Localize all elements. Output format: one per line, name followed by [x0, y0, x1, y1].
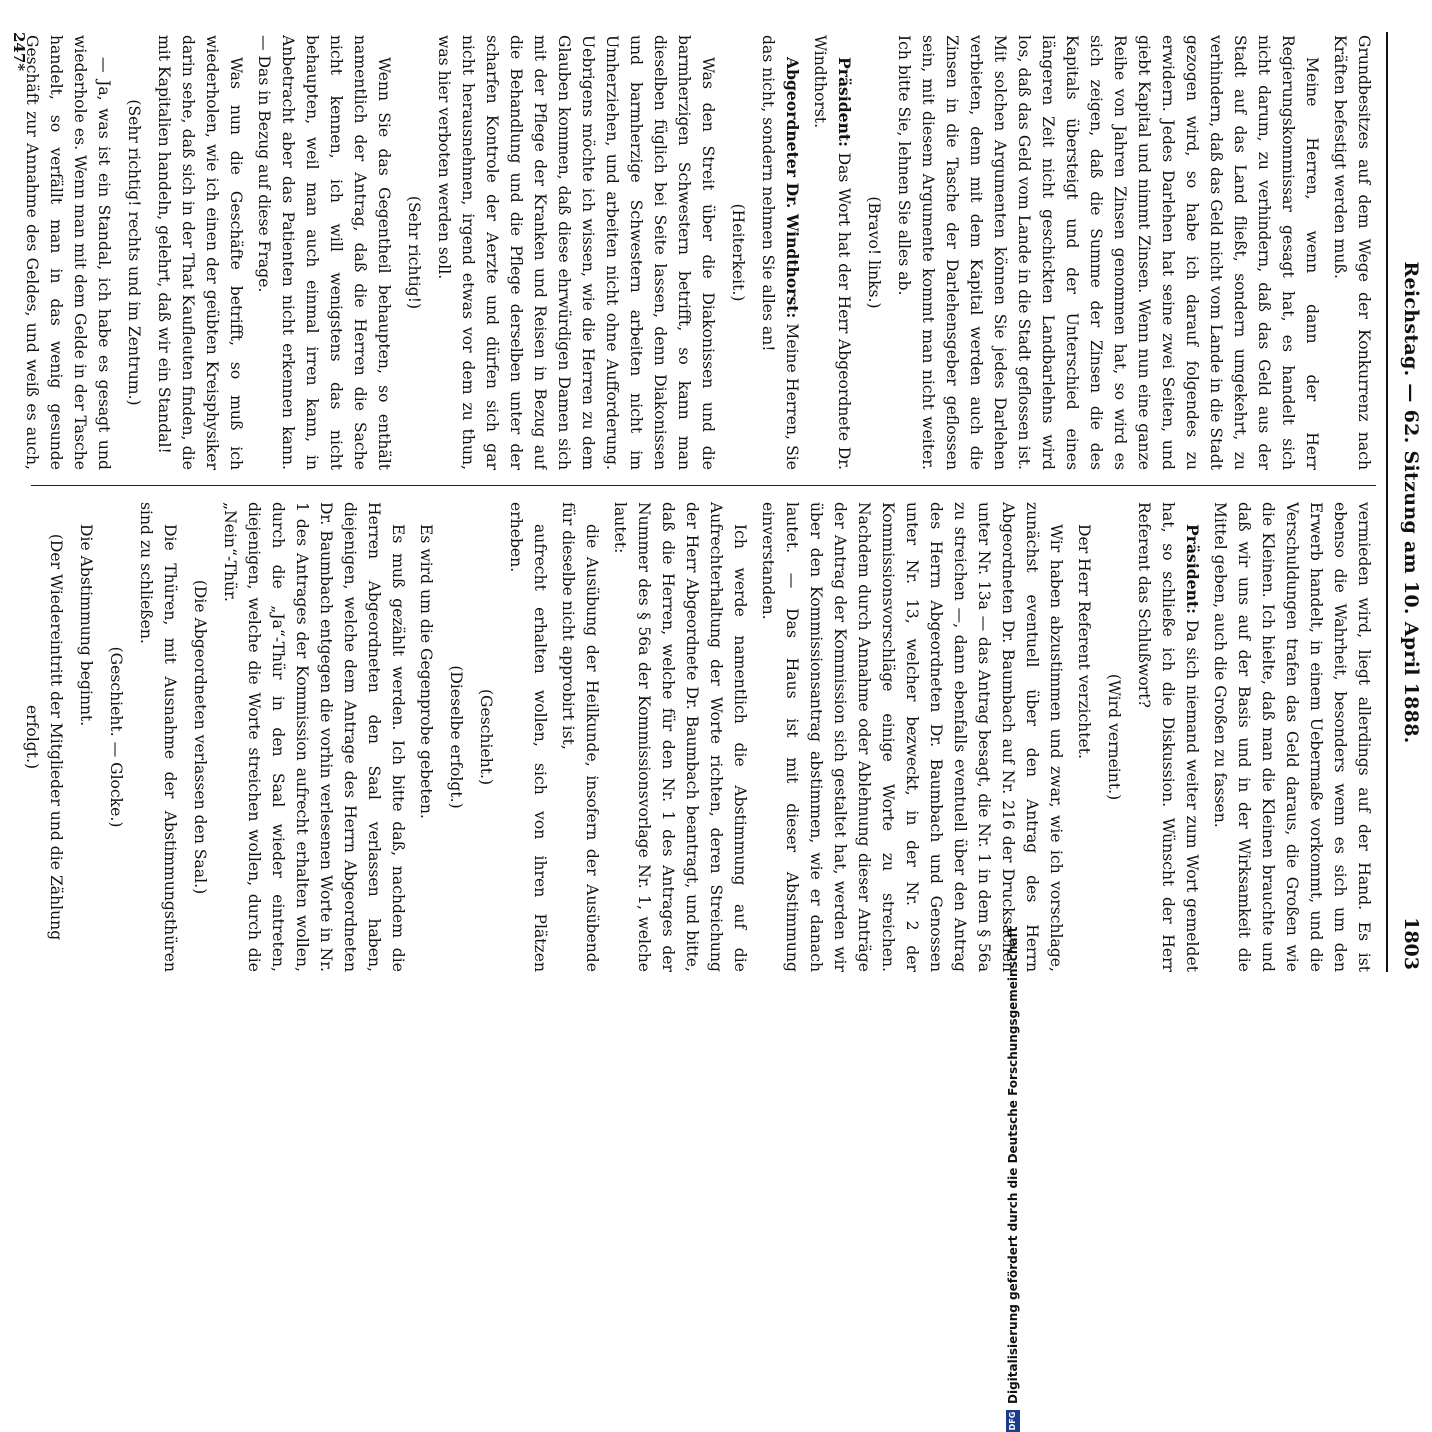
- speech-paragraph: [756, 35, 804, 470]
- page-number: 1803: [1400, 917, 1422, 970]
- footer-text: Digitalisierung gefördert durch die Deutsche Forschungsgemeinschaft: [1006, 926, 1020, 1404]
- column-separator: [31, 485, 1376, 486]
- stage-direction: (Wird verneint.): [1105, 673, 1123, 801]
- speech-paragraph: [808, 35, 856, 470]
- body-paragraph: Meine Herren, wenn dann der Herr Regierungskommissar gesagt hat, es handelt sich nicht darum, zu verhindern, daß das Geld aus der Stadt auf das Land fließt, sondern umgekehrt, zu verhindern, daß das Geld nicht vom Lande in die Stadt gezogen wird, so habe ich darauf folgendes zu erwidern. Jedes Darlehen hat seine zwei Seiten, und giebt Kapital und nimmt Zinsen. Wenn nun eine ganze Reihe von Jahren Zinsen genommen hat, so wird es sich zeigen, daß die Summe der Zinsen die des Kapitals übersteigt und der Unterschied eines längeren Zeit nicht geschickten Landbarlehns wird los, daß das Geld vom Lande in die Stadt geflossen ist. Mit solchen Argumenten können Sie jedes Darlehen verbieten, denn mit dem Kapital werden auch die Zinsen in die Tasche der Darlehensgeber geflossen sein, mit diesem Argumente kommt man nicht weiter. Ich bitte Sie, lehnen Sie alles ab.: [895, 35, 1321, 470]
- body-paragraph: Wenn Sie das Gegentheil behaupten, so enthält namentlich der Antrag, daß die Herren die Sache nicht kennen, ich will wenigstens das nicht behaupten, weil man auch einmal irren kann, in Anbetracht aber das Patienten nicht erkennen kann. — Das in Bezug auf diese Frage.: [255, 35, 393, 470]
- signature-mark: 247*: [10, 32, 28, 72]
- body-paragraph: — Ja, was ist ein Standal, ich habe es gesagt und wiederhole es. Wenn man mit dem Gelde in der Tasche handelt, so verfällt man in das wenig gesunde Geschäft zur Annahme des Geldes, und weiß es auch,: [23, 35, 113, 470]
- speech-paragraph: [1132, 502, 1204, 972]
- speech-text: Da sich niemand weiter zum Wort gemeldet hat, so schließe ich die Diskussion. Wünscht der Herr Referent das Schlußwort?: [1135, 502, 1201, 972]
- speaker-name: Präsident:: [1183, 524, 1202, 614]
- body-paragraph: Grundbesitzes auf dem Wege der Konkurrenz nach Kräften befestigt werden muß.: [1331, 35, 1373, 470]
- body-paragraph: aufrecht erhalten wollen, sich von ihren Plätzen erheben.: [507, 502, 549, 972]
- body-paragraph: die Ausübung der Heilkunde, insofern der Ausübende für dieselbe nicht approbirt ist,: [559, 502, 601, 972]
- body-paragraph: Die Thüren, mit Ausnahme der Abstimmungsthüren sind zu schließen.: [137, 502, 179, 972]
- stage-direction: (Heiterkeit.): [729, 203, 747, 302]
- body-paragraph: Es muß gezählt werden. Ich bitte daß, nachdem die Herren Abgeordneten den Saal verlassen haben, diejenigen, welche dem Antrage des Herrn Abgeordneten Dr. Baumbach entgegen die vorhin verlesenen Worte in Nr. 1 des Antrages der Kommission aufrecht erhalten wollen, durch die „Ja“-Thür in den Saal wieder eintreten, diejenigen, welche die Worte streichen wollen, durch die „Nein“-Thür.: [221, 502, 407, 972]
- stage-direction: (Der Wiedereintritt der Mitglieder und die Zählung erfolgt.): [23, 533, 65, 941]
- dfg-logo-icon: DFG: [1006, 1410, 1020, 1432]
- speaker-name: Präsident:: [835, 57, 854, 147]
- right-column: [16, 502, 1376, 972]
- stage-direction: (Dieselbe erfolgt.): [447, 665, 465, 809]
- body-paragraph: Wir haben abzustimmen und zwar, wie ich vorschlage, zunächst eventuell über den Antrag des Herrn Abgeordneten Dr. Baumbach auf Nr. 216 der Drucksachen unter Nr. 13a — das Antrag besagt, die Nr. 1 in dem § 56a zu streichen —, dann ebenfalls eventuell über den Antrag des Herrn Abgeordneten Dr. Baumbach und Genossen unter Nr. 13, welcher bezweckt, in der Nr. 2 der Kommissionsvorschläge einige Worte zu streichen. Nachdem durch Annahme oder Ablehnung dieser Anträge der Antrag der Kommission sich gestaltet hat, werden wir über den Kommissionsantrag abstimmen, wie er danach lautet. — Das Haus ist mit dieser Abstimmung einverstanden.: [759, 502, 1065, 972]
- stage-direction: (Sehr richtig! rechts und im Zentrum.): [125, 99, 143, 406]
- body-paragraph: Was nun die Geschäfte betrifft, so muß ich wiederholen, wie ich einen der geübten Kreisphysiker darin sehe, daß sich in der That Kaufleuten finden, die mit Kapitalien handeln, gelehrt, daß wir ein Standal!: [155, 35, 245, 470]
- body-paragraph: Die Abstimmung beginnt.: [77, 524, 95, 727]
- body-paragraph: Ich werde namentlich die Abstimmung auf die Aufrechterhaltung der Worte richten, deren Streichung der Herr Abgeordnete Dr. Baumbach beantragt, und bitte, daß die Herren, welche für den Nr. 1 des Antrages der Nummer des § 56a der Kommissionsvorlage Nr. 1, welche lautet:: [611, 502, 749, 972]
- body-paragraph: vermieden wird, liegt allerdings auf der Hand. Es ist ebenso die Wahrheit, besonders wenn es sich um den Erwerb handelt, in einem Uebermaße vorkommt, und die Verschuldungen trafen das Geld daraus, die Großen wie die Kleinen. Ich hielte, daß man die Kleinen brauchte und daß wir uns auf der Basis und in der Wirksamkeit die Mittel geben, auch die Großen zu fassen.: [1211, 502, 1373, 972]
- speech-text: Meine Herren, Sie das nicht, sondern nehmen Sie alles an!: [759, 35, 801, 470]
- left-column: [16, 35, 1376, 470]
- body-paragraph: Es wird um die Gegenprobe gebeten.: [417, 524, 435, 819]
- stage-direction: (Sehr richtig!): [405, 195, 423, 310]
- speaker-name: Abgeordneter Dr. Windthorst:: [783, 57, 802, 319]
- body-paragraph: Der Herr Referent verzichtet.: [1075, 524, 1093, 759]
- stage-direction: (Die Abgeordneten verlassen den Saal.): [191, 579, 209, 895]
- header-title: Reichstag. — 62. Sitzung am 10. April 1888.: [1400, 261, 1422, 744]
- digitization-footer: [1002, 432, 1024, 1432]
- stage-direction: (Geschieht. — Glocke.): [107, 646, 125, 828]
- stage-direction: (Geschieht.): [477, 688, 495, 786]
- speech-text: Das Wort hat der Herr Abgeordnete Dr. Windthorst.: [811, 35, 853, 470]
- body-paragraph: Was den Streit über die Diakonissen und die barmherzigen Schwestern betrifft, so kann man dieselben füglich bei Seite lassen, denn Diakonissen und barmherzige Schwestern arbeiten nicht im Umherziehen, und arbeiten nicht ohne Aufforderung. Uebrigens möchte ich wissen, wie die Herren zu dem Glauben kommen, daß diese ehrwürdigen Damen sich mit der Pflege der Kranken und Reisen in Bezug auf die Behandlung und die Pflege derselben unter der scharfen Kontrole der Aerzte und dürfen sich gar nicht herausnehmen, irgend etwas vor dem zu thun, was hier verboten werden soll.: [435, 35, 717, 470]
- running-header: [1396, 35, 1426, 970]
- stage-direction: (Bravo! links.): [865, 196, 883, 309]
- header-rule: [1386, 32, 1388, 972]
